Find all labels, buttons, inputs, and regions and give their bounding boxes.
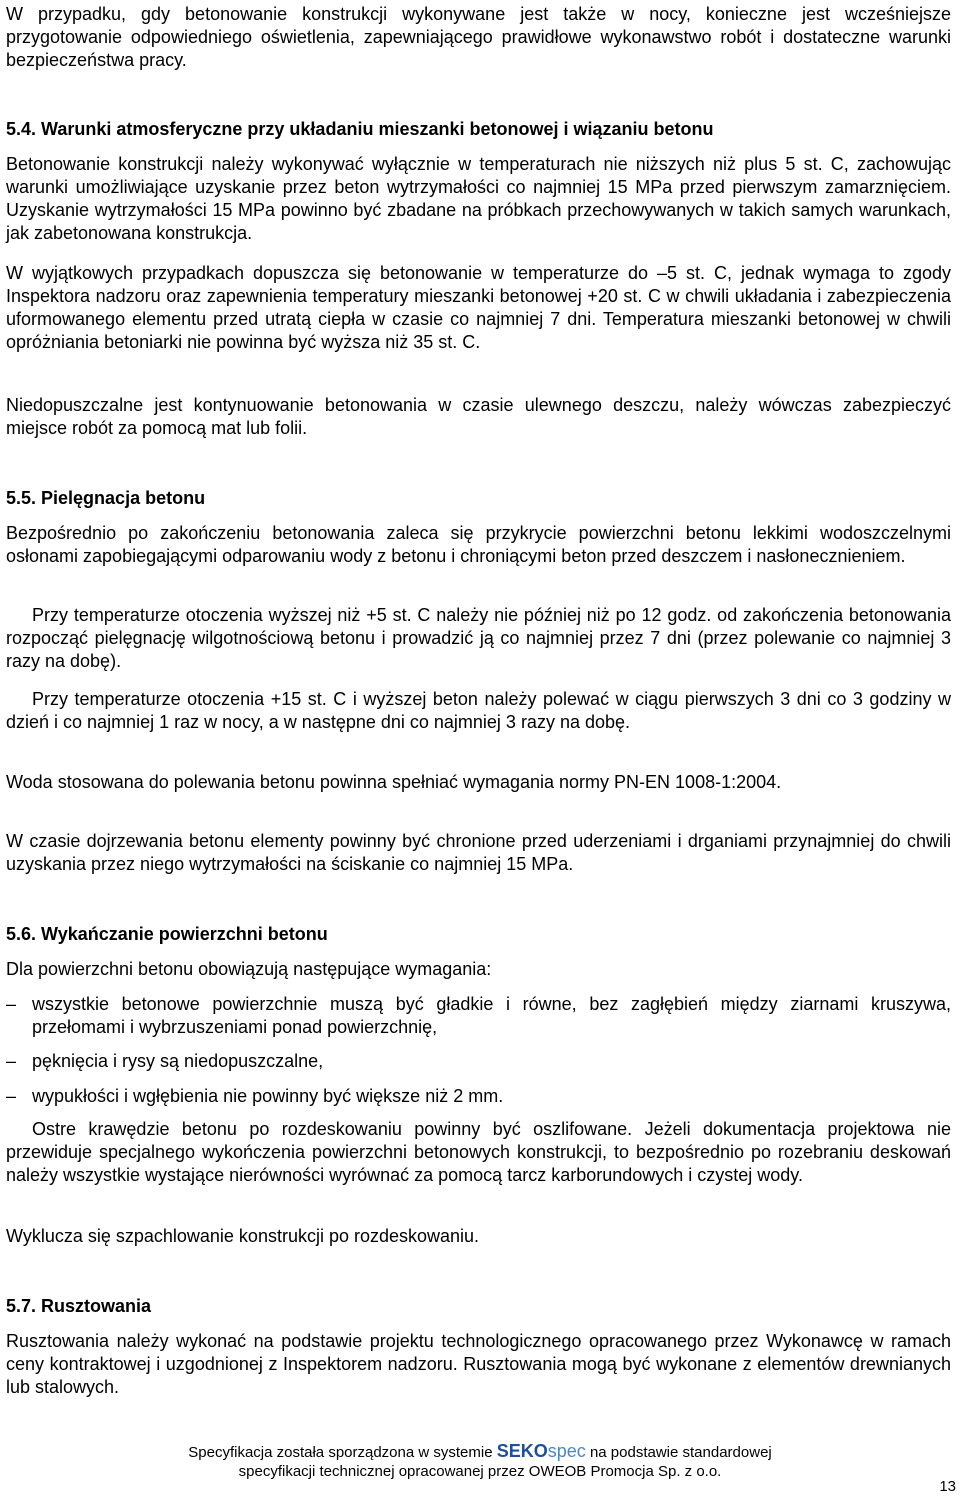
s54-paragraph-3: Niedopuszczalne jest kontynuowanie betonowania w czasie ulewnego deszczu, należy wówczas zabezpieczyć miejsce robót za pomocą mat lub folii. [6,395,951,438]
intro-paragraph: W przypadku, gdy betonowanie konstrukcji wykonywane jest także w nocy, konieczne jest wcześniejsze przygotowanie odpowiedniego oświetlenia, zapewniającego prawidłowe wykonawstwo robót i dostateczne warunki bezpieczeństwa pracy. [6,4,951,70]
list-item-text: wszystkie betonowe powierzchnie muszą być gładkie i równe, bez zagłębień między ziarnami kruszywa, przełomami i wybrzuszeniami ponad powierzchnię, [32,994,951,1037]
s55-paragraph-1: Bezpośrednio po zakończeniu betonowania zaleca się przykrycie powierzchni betonu lekkimi wodoszczelnymi osłonami zapobiegającymi odparowaniu wody z betonu i chroniącymi beton przed deszczem i nasłonecznieniem. [6,523,951,566]
sekospec-logo [496,1441,586,1461]
logo-part-spec: spec [547,1441,586,1461]
s56-intro: Dla powierzchni betonu obowiązują następujące wymagania: [6,959,492,979]
s55-paragraph-4: Woda stosowana do polewania betonu powinna spełniać wymagania normy PN-EN 1008-1:2004. [6,772,782,792]
footer-line-1 [0,1442,960,1462]
s57-paragraph-1: Rusztowania należy wykonać na podstawie projektu technologicznego opracowanego przez Wykonawcę w ramach ceny kontraktowej i uzgodnionej z Inspektorem nadzoru. Rusztowania mogą być wykonane z elementów drewnianych lub stalowych. [6,1331,951,1397]
s56-paragraph-1: Ostre krawędzie betonu po rozdeskowaniu powinny być oszlifowane. Jeżeli dokumentacja projektowa nie przewiduje specjalnego wykończenia powierzchni betonowych konstrukcji, to bezpośrednio po rozebraniu deskowań należy wszystkie wystające nierówności wyrównać za pomocą tarcz karborundowych i czystej wody. [6,1119,951,1185]
heading-5-4: 5.4. Warunki atmosferyczne przy układaniu mieszanki betonowej i wiązaniu betonu [6,119,714,139]
s55-paragraph-3: Przy temperaturze otoczenia +15 st. C i wyższej beton należy polewać w ciągu pierwszych 3 dni co 3 godziny w dzień i co najmniej 1 raz w nocy, a w następne dni co najmniej 3 razy na dobę. [6,689,951,732]
page-number: 13 [939,1478,956,1495]
logo-part-seko: SEKO [496,1441,548,1461]
list-item [6,1085,951,1108]
list-dash: – [6,1051,17,1071]
list-dash: – [6,994,17,1014]
heading-5-5: 5.5. Pielęgnacja betonu [6,488,206,508]
list-item [6,1050,951,1073]
footer-text-pre: Specyfikacja została sporządzona w systemie [188,1444,493,1461]
list-item-text: wypukłości i wgłębienia nie powinny być większe niż 2 mm. [32,1086,504,1106]
s55-paragraph-2: Przy temperaturze otoczenia wyższej niż +5 st. C należy nie później niż po 12 godz. od zakończenia betonowania rozpocząć pielęgnację wilgotnościową betonu i prowadzić ją co najmniej przez 7 dni (przez polewanie co najmniej 3 razy na dobę). [6,605,951,671]
s56-paragraph-2: Wyklucza się szpachlowanie konstrukcji po rozdeskowaniu. [6,1226,480,1246]
footer-line-2: specyfikacji technicznej opracowanej przez OWEOB Promocja Sp. z o.o. [238,1463,722,1480]
s55-paragraph-5: W czasie dojrzewania betonu elementy powinny być chronione przed uderzeniami i drganiami przynajmniej do chwili uzyskania przez niego wytrzymałości na ściskanie co najmniej 15 MPa. [6,831,951,874]
heading-5-7: 5.7. Rusztowania [6,1296,152,1316]
list-item-text: pęknięcia i rysy są niedopuszczalne, [32,1051,324,1071]
list-dash: – [6,1086,17,1106]
s54-paragraph-1: Betonowanie konstrukcji należy wykonywać wyłącznie w temperaturach nie niższych niż plus 5 st. C, zachowując warunki umożliwiające uzyskanie przez beton wytrzymałości co najmniej 15 MPa przed pierwszym zamarznięciem. Uzyskanie wytrzymałości 15 MPa powinno być zbadane na próbkach przechowywanych w takich samych warunkach, jak zabetonowana konstrukcja. [6,154,951,243]
footer-text-post: na podstawie standardowej [589,1444,772,1461]
heading-5-6: 5.6. Wykańczanie powierzchni betonu [6,924,328,944]
footer [0,1442,960,1481]
s54-paragraph-2: W wyjątkowych przypadkach dopuszcza się betonowanie w temperaturze do –5 st. C, jednak wymaga to zgody Inspektora nadzoru oraz zapewnienia temperatury mieszanki betonowej +20 st. C w chwili układania i zabezpieczenia uformowanego elementu przed utratą ciepła w czasie co najmniej 7 dni. Temperatura mieszanki betonowej w chwili opróżniania betoniarki nie powinna być wyższa niż 35 st. C. [6,263,951,352]
list-item [6,993,951,1039]
